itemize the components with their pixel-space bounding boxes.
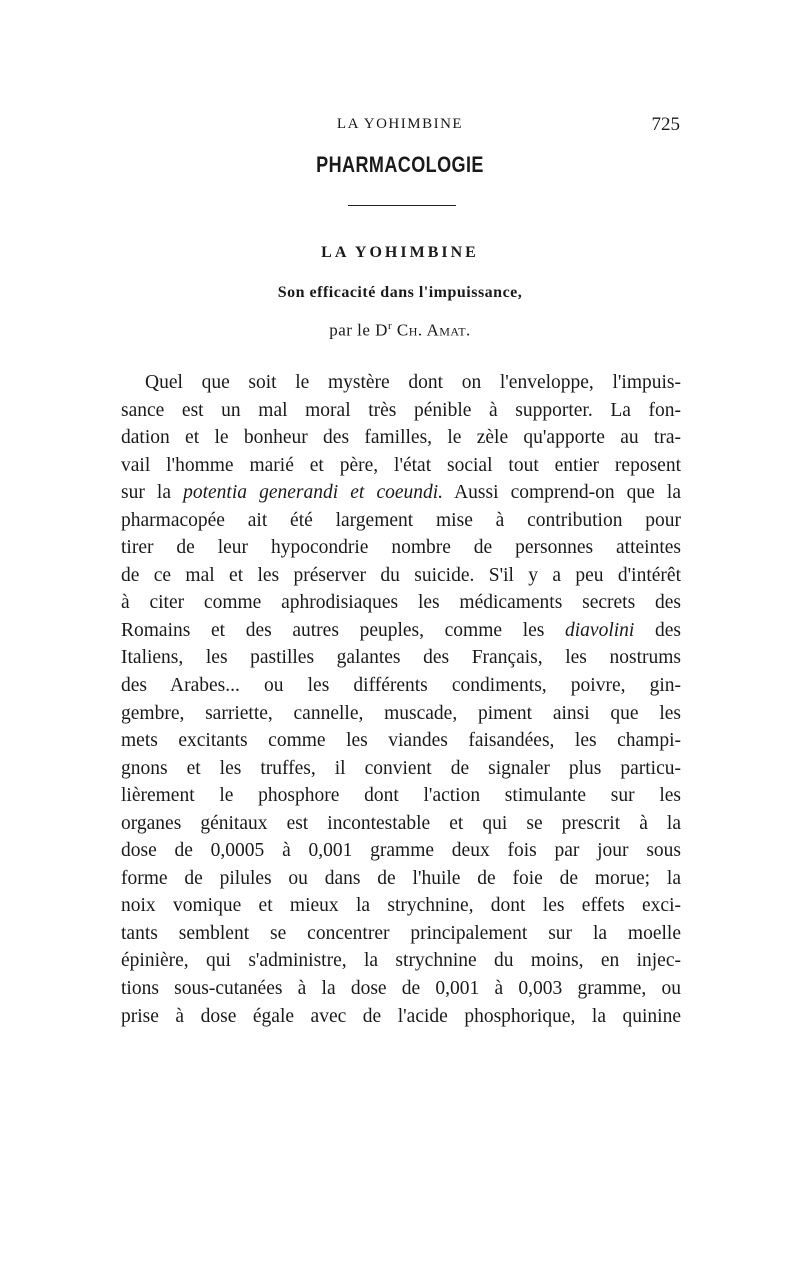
text-line: Quel que soit le mystère dont on l'enveloppe, l'impuis- xyxy=(145,372,681,393)
text-line: Italiens, les pastilles galantes des Français, les nostrums xyxy=(121,647,681,669)
text-line: des Arabes... ou les différents condiments, poivre, gin- xyxy=(121,675,681,697)
italic-segment: potentia generandi et coeundi. xyxy=(183,482,444,504)
text-line: de ce mal et les préserver du suicide. S'il y a peu d'intérêt xyxy=(121,564,681,586)
text-line: gembre, sarriette, cannelle, muscade, piment ainsi que les xyxy=(121,702,681,724)
text-line: tions sous-cutanées à la dose de 0,001 à 0,003 gramme, ou xyxy=(121,978,681,1000)
text-line: vail l'homme marié et père, l'état social tout entier reposent xyxy=(121,454,681,476)
text-segment: des xyxy=(634,619,681,641)
text-line: dose de 0,0005 à 0,001 gramme deux fois par jour sous xyxy=(121,840,681,862)
text-line xyxy=(121,617,681,645)
article-subtitle: Son efficacité dans l'impuissance, xyxy=(277,284,523,301)
byline-prefix: par le D xyxy=(329,320,388,340)
text-line: mets excitants comme les viandes faisandées, les champi- xyxy=(121,730,681,752)
byline-author: Ch. Amat. xyxy=(392,320,471,340)
running-title: LA YOHIMBINE xyxy=(336,116,464,132)
section-title: PHARMACOLOGIE xyxy=(316,152,484,177)
text-segment: sur la xyxy=(121,482,184,504)
article-title: LA YOHIMBINE xyxy=(321,244,479,261)
text-line: pharmacopée ait été largement mise à contribution pour xyxy=(121,509,681,531)
section-divider xyxy=(348,205,456,206)
text-line: noix vomique et mieux la strychnine, dont les effets exci- xyxy=(121,895,681,917)
body-text xyxy=(121,369,681,1030)
text-segment: Aussi comprend-on que la xyxy=(443,482,681,504)
text-segment: Romains et des autres peuples, comme les xyxy=(121,619,566,641)
text-line: dation et le bonheur des familles, le zèle qu'apporte au tra- xyxy=(121,427,681,449)
running-head xyxy=(120,116,680,138)
text-line: sance est un mal moral très pénible à supporter. La fon- xyxy=(121,399,681,421)
page-number: 725 xyxy=(651,114,680,135)
text-line: prise à dose égale avec de l'acide phosphorique, la quinine xyxy=(121,1005,681,1027)
text-line: organes génitaux est incontestable et qui se prescrit à la xyxy=(121,812,681,834)
text-line: gnons et les truffes, il convient de signaler plus particu- xyxy=(121,757,681,779)
text-line: épinière, qui s'administre, la strychnine du moins, en injec- xyxy=(121,950,681,972)
text-line: forme de pilules ou dans de l'huile de foie de morue; la xyxy=(121,867,681,889)
byline-sup: r xyxy=(387,320,393,332)
text-line: tirer de leur hypocondrie nombre de personnes atteintes xyxy=(121,537,681,559)
text-line: tants semblent se concentrer principalement sur la moelle xyxy=(121,922,681,944)
text-line xyxy=(121,479,681,507)
italic-segment: diavolini xyxy=(565,619,635,641)
byline xyxy=(0,320,800,341)
text-line: à citer comme aphrodisiaques les médicaments secrets des xyxy=(121,592,681,614)
text-line: lièrement le phosphore dont l'action stimulante sur les xyxy=(121,785,681,807)
